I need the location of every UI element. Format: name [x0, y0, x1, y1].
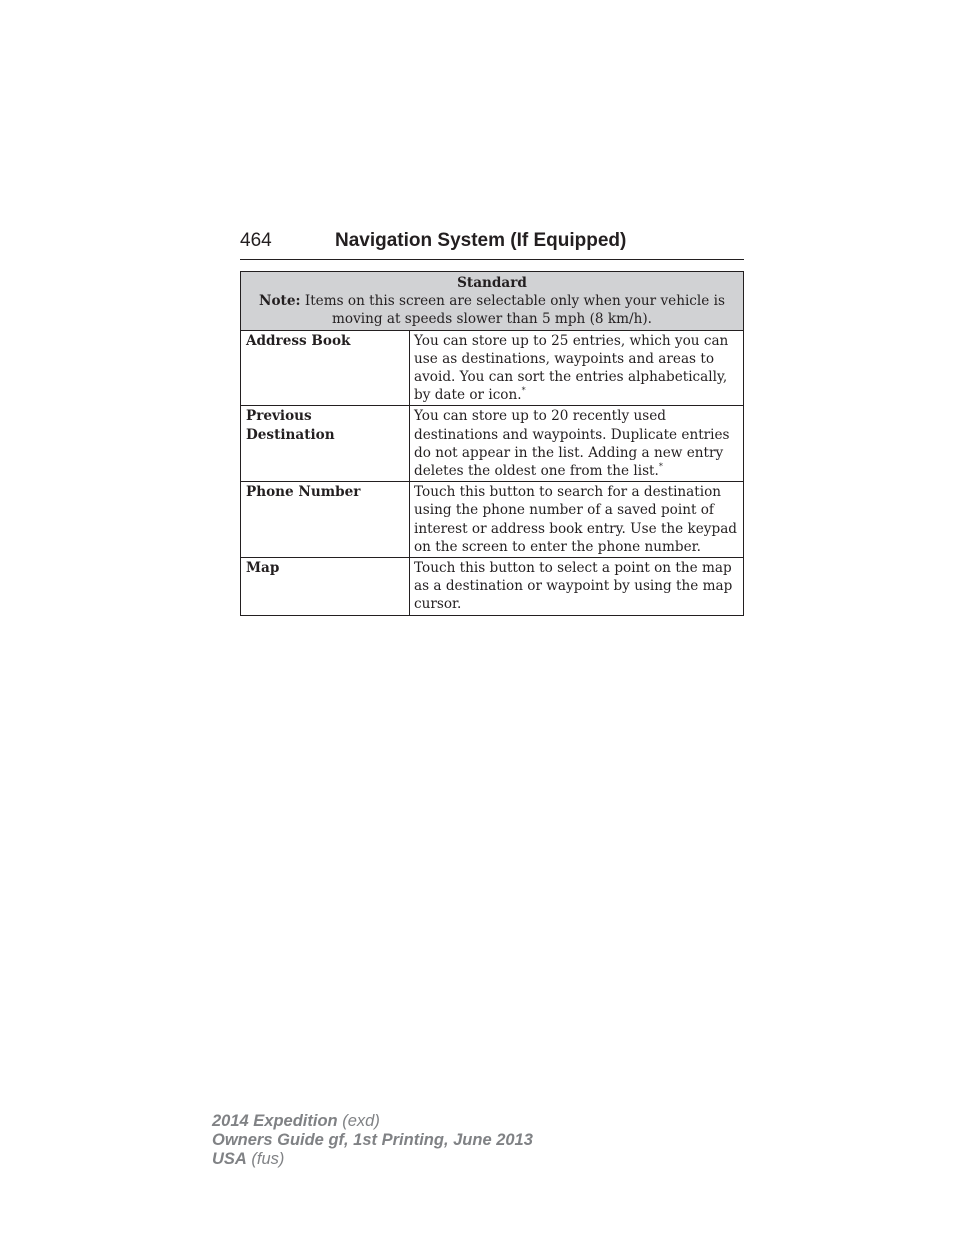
description-text: Touch this button to search for a destination using the phone number of a saved point of interest or address book entry. Use the keypad on the screen to enter the phone number. [414, 484, 737, 555]
footer-printing: Owners Guide gf, 1st Printing, June 2013 [212, 1131, 533, 1149]
page-header [240, 229, 744, 260]
row-label-address-book: Address Book [241, 330, 410, 406]
note-label: Note: [259, 293, 301, 310]
description-text: You can store up to 25 entries, which you can use as destinations, waypoints and areas to avoid. You can sort the entries alphabetically, by date or icon. [414, 332, 729, 404]
footer-line-printing [212, 1131, 533, 1150]
footer-market-code: (fus) [246, 1150, 285, 1168]
description-text: You can store up to 20 recently used destinations and waypoints. Duplicate entries do not appear in the list. Adding a new entry deletes the oldest one from the list. [414, 408, 730, 480]
footer-line-model [212, 1112, 533, 1131]
note-text: Items on this screen are selectable only when your vehicle is moving at speeds slower than 5 mph (8 km/h). [300, 293, 725, 328]
page-number: 464 [240, 230, 272, 251]
row-description [410, 482, 744, 558]
table-row [241, 558, 744, 616]
table-row [241, 482, 744, 558]
footnote-marker: * [658, 462, 663, 472]
table-heading: Standard [457, 275, 527, 291]
row-description [410, 406, 744, 482]
footer-model-code: (exd) [337, 1112, 380, 1130]
footer-line-market [212, 1150, 533, 1169]
table-header-cell [241, 272, 744, 331]
section-title: Navigation System (If Equipped) [335, 230, 627, 251]
table-row [241, 406, 744, 482]
row-description [410, 558, 744, 616]
destination-options-table [240, 271, 744, 616]
table-row [241, 330, 744, 406]
document-footer [212, 1112, 533, 1169]
row-label-phone-number: Phone Number [241, 482, 410, 558]
table-header-row [241, 272, 744, 331]
description-text: Touch this button to select a point on the map as a destination or waypoint by using the map cursor. [414, 560, 733, 613]
row-label-previous-destination: Previous Destination [241, 406, 410, 482]
footer-model: 2014 Expedition [212, 1112, 338, 1130]
row-description [410, 330, 744, 406]
footer-market: USA [212, 1150, 247, 1168]
row-label-map: Map [241, 558, 410, 616]
footnote-marker: * [521, 386, 526, 396]
